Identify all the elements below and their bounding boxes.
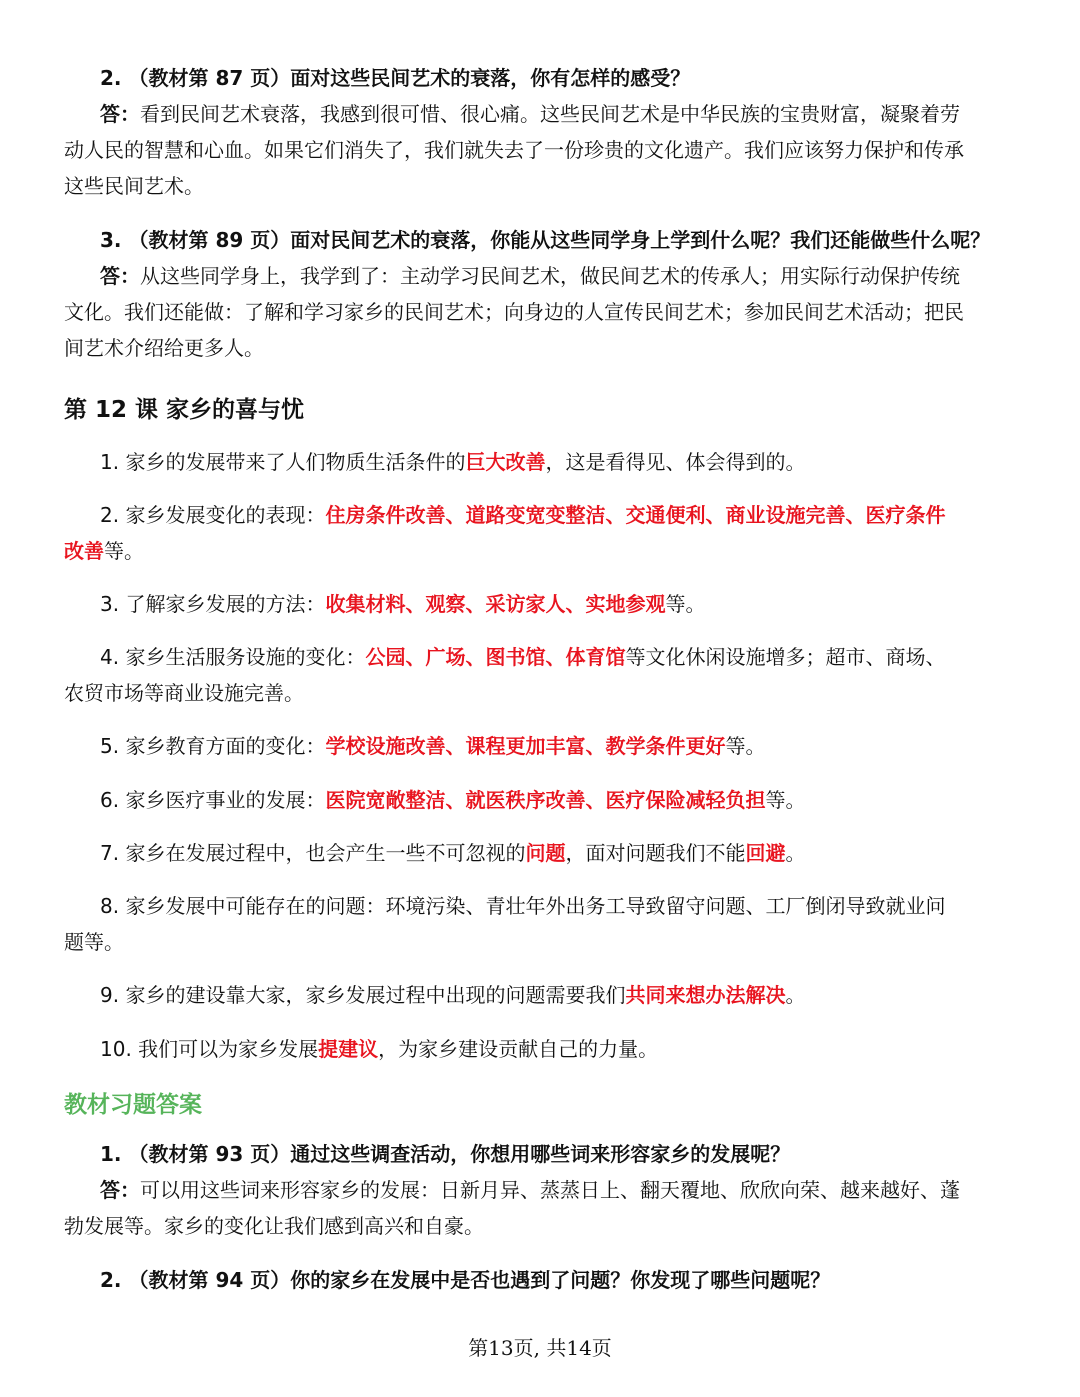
emphasis-text: 改善 [64, 539, 104, 563]
point-4: 4. 家乡生活服务设施的变化：公园、广场、图书馆、体育馆等文化休闲设施增多；超市、商场、 [100, 645, 946, 669]
answer-3-line-1: 答：从这些同学身上，我学到了：主动学习民间艺术，做民间艺术的传承人；用实际行动保护传统 [100, 264, 960, 288]
exercise-question-1 [100, 1136, 790, 1172]
answer-label: 答： [100, 102, 140, 126]
point-10: 10. 我们可以为家乡发展提建议，为家乡建设贡献自己的力量。 [100, 1037, 659, 1061]
question-text: （教材第 93 页）通过这些调查活动，你想用哪些词来形容家乡的发展呢？ [128, 1142, 791, 1166]
answer-3-line-3: 间艺术介绍给更多人。 [64, 336, 264, 360]
question-text: （教材第 89 页）面对民间艺术的衰落，你能从这些同学身上学到什么呢？我们还能做些什么呢？ [128, 228, 991, 252]
point-5: 5. 家乡教育方面的变化：学校设施改善、课程更加丰富、教学条件更好等。 [100, 734, 766, 758]
question-number: 3. [100, 228, 122, 252]
point-9: 9. 家乡的建设靠大家，家乡发展过程中出现的问题需要我们共同来想办法解决。 [100, 983, 806, 1007]
answer-2-line-1: 答：看到民间艺术衰落，我感到很可惜、很心痛。这些民间艺术是中华民族的宝贵财富，凝聚着劳 [100, 102, 960, 126]
emphasis-text: 学校设施改善、课程更加丰富、教学条件更好 [325, 734, 726, 758]
exercises-title: 教材习题答案 [64, 1092, 202, 1118]
emphasis-text: 收集材料、观察、采访家人、实地参观 [325, 592, 666, 616]
lesson-title: 第 12 课 家乡的喜与忧 [64, 397, 305, 423]
emphasis-text: 巨大改善 [465, 450, 546, 474]
emphasis-text: 共同来想办法解决 [625, 983, 786, 1007]
answer-3-line-2: 文化。我们还能做：了解和学习家乡的民间艺术；向身边的人宣传民间艺术；参加民间艺术活动；把民 [64, 300, 964, 324]
question-3 [100, 222, 990, 258]
answer-2-line-3: 这些民间艺术。 [64, 174, 204, 198]
question-number: 2. [100, 66, 122, 90]
emphasis-text: 医院宽敞整洁、就医秩序改善、医疗保险减轻负担 [325, 788, 766, 812]
point-3: 3. 了解家乡发展的方法：收集材料、观察、采访家人、实地参观等。 [100, 592, 706, 616]
emphasis-text: 公园、广场、图书馆、体育馆 [365, 645, 626, 669]
point-2-continued: 改善等。 [64, 539, 144, 563]
point-4-continued: 农贸市场等商业设施完善。 [64, 681, 304, 705]
question-number: 2. [100, 1268, 122, 1292]
question-number: 1. [100, 1142, 122, 1166]
point-2: 2. 家乡发展变化的表现：住房条件改善、道路变宽变整洁、交通便利、商业设施完善、医疗条件 [100, 503, 946, 527]
emphasis-text: 回避 [745, 841, 786, 865]
emphasis-text: 问题 [525, 841, 566, 865]
emphasis-text: 提建议 [318, 1037, 379, 1061]
exercise-answer-1-line-2: 勃发展等。家乡的变化让我们感到高兴和自豪。 [64, 1214, 484, 1238]
page-footer: 第13页, 共14页 [468, 1336, 612, 1360]
exercise-question-2 [100, 1262, 830, 1298]
point-8: 8. 家乡发展中可能存在的问题：环境污染、青壮年外出务工导致留守问题、工厂倒闭导致就业问 [100, 894, 946, 918]
answer-2-line-2: 动人民的智慧和心血。如果它们消失了，我们就失去了一份珍贵的文化遗产。我们应该努力保护和传承 [64, 138, 964, 162]
answer-label: 答： [100, 1178, 140, 1202]
question-2 [100, 60, 690, 96]
exercise-answer-1-line-1: 答：可以用这些词来形容家乡的发展：日新月异、蒸蒸日上、翻天覆地、欣欣向荣、越来越好、蓬 [100, 1178, 960, 1202]
point-6: 6. 家乡医疗事业的发展：医院宽敞整洁、就医秩序改善、医疗保险减轻负担等。 [100, 788, 806, 812]
question-text: （教材第 94 页）你的家乡在发展中是否也遇到了问题？你发现了哪些问题呢？ [128, 1268, 831, 1292]
point-8-continued: 题等。 [64, 930, 124, 954]
question-text: （教材第 87 页）面对这些民间艺术的衰落，你有怎样的感受？ [128, 66, 691, 90]
answer-label: 答： [100, 264, 140, 288]
point-7: 7. 家乡在发展过程中，也会产生一些不可忽视的问题，面对问题我们不能回避。 [100, 841, 806, 865]
point-1: 1. 家乡的发展带来了人们物质生活条件的巨大改善，这是看得见、体会得到的。 [100, 450, 806, 474]
emphasis-text: 住房条件改善、道路变宽变整洁、交通便利、商业设施完善、医疗条件 [325, 503, 946, 527]
